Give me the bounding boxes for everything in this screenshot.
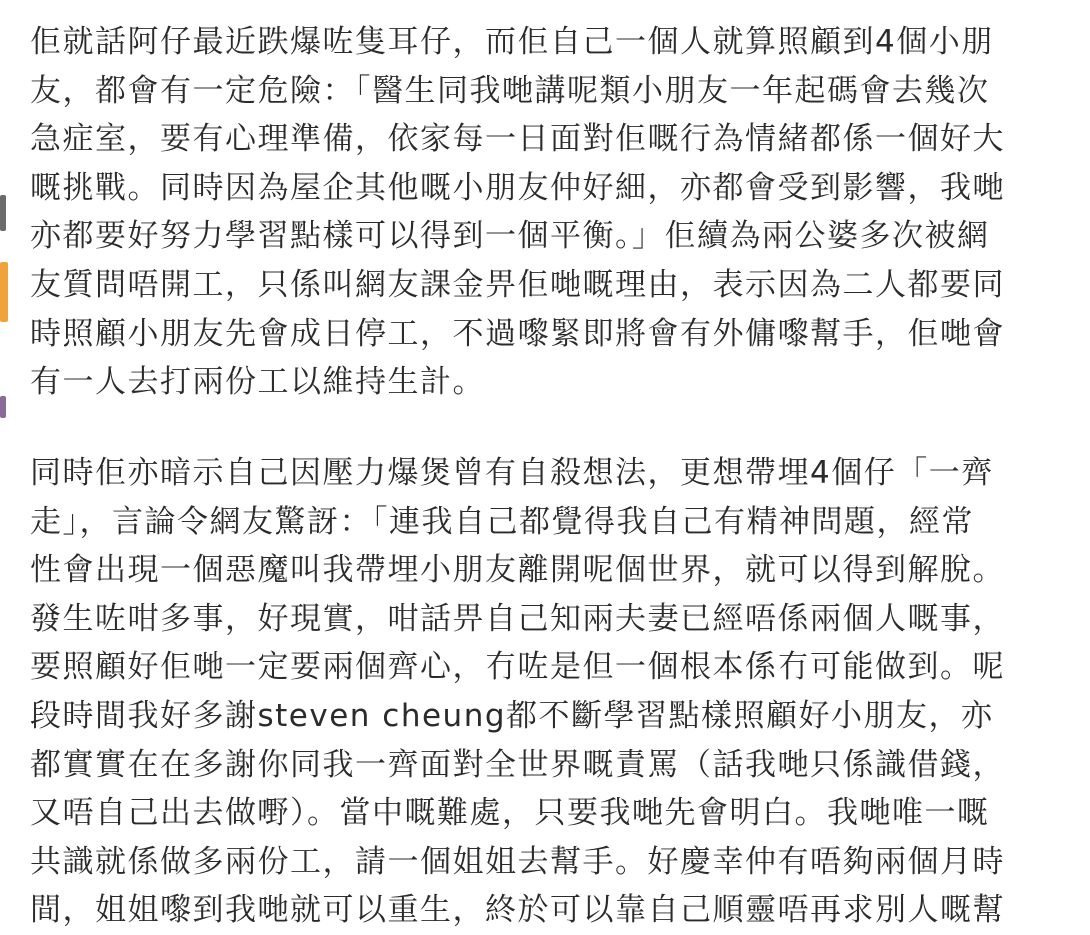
paragraph-line: 同時佢亦暗示自己因壓力爆煲曾有自殺想法，更想帶埋4個仔「一齊 bbox=[30, 455, 994, 491]
paragraph-line: 友質問唔開工，只係叫網友課金畀佢哋嘅理由，表示因為二人都要同 bbox=[30, 266, 1005, 303]
paragraph-line: 走」，言論令網友驚訝：「連我自己都覺得我自己有精神問題，經常 bbox=[30, 503, 974, 540]
left-edge-mark bbox=[0, 396, 6, 418]
paragraph-line: 友，都會有一定危險：「醫生同我哋講呢類小朋友一年起碼會去幾次 bbox=[30, 72, 990, 109]
paragraph-line: 間，姐姐嚟到我哋就可以重生，終於可以靠自己順靈唔再求別人嘅幫 bbox=[30, 892, 1005, 929]
paragraph-line: 發生咗咁多事，好現實，咁話畀自己知兩夫妻已經唔係兩個人嘅事， bbox=[30, 600, 1005, 637]
paragraph-line: 嘅挑戰。同時因為屋企其他嘅小朋友仲好細，亦都會受到影響，我哋 bbox=[30, 169, 1005, 206]
paragraph-line: 段時間我好多謝steven cheung都不斷學習點樣照顧好小朋友，亦 bbox=[30, 697, 994, 734]
paragraph-line: 都實實在在多謝你同我一齊面對全世界嘅責罵（話我哋只係識借錢， bbox=[30, 746, 1005, 783]
paragraph-line: 急症室，要有心理準備，依家每一日面對佢嘅行為情緒都係一個好大 bbox=[30, 121, 1005, 158]
paragraph-line: 佢就話阿仔最近跌爆咗隻耳仔，而佢自己一個人就算照顧到4個小朋 bbox=[30, 24, 994, 60]
left-edge-mark bbox=[0, 262, 8, 322]
paragraph-line: 性會出現一個惡魔叫我帶埋小朋友離開呢個世界，就可以得到解脫。 bbox=[30, 552, 1005, 589]
article-paragraph-2 bbox=[30, 449, 1075, 935]
paragraph-line: 共識就係做多兩份工，請一個姐姐去幫手。好慶幸仲有唔夠兩個月時 bbox=[30, 843, 1005, 880]
paragraph-line: 要照顧好佢哋一定要兩個齊心，冇咗是但一個根本係冇可能做到。呢 bbox=[30, 649, 1005, 686]
paragraph-line: 時照顧小朋友先會成日停工，不過嚟緊即將會有外傭嚟幫手，佢哋會 bbox=[30, 315, 1005, 352]
paragraph-line: 亦都要好努力學習點樣可以得到一個平衡。」佢續為兩公婆多次被網 bbox=[30, 218, 990, 255]
article-paragraph-1 bbox=[30, 18, 1075, 407]
left-edge-mark bbox=[0, 195, 6, 231]
paragraph-line: 又唔自己出去做嘢）。當中嘅難處，只要我哋先會明白。我哋唯一嘅 bbox=[30, 795, 990, 832]
paragraph-line: 有一人去打兩份工以維持生計。 bbox=[30, 364, 485, 401]
